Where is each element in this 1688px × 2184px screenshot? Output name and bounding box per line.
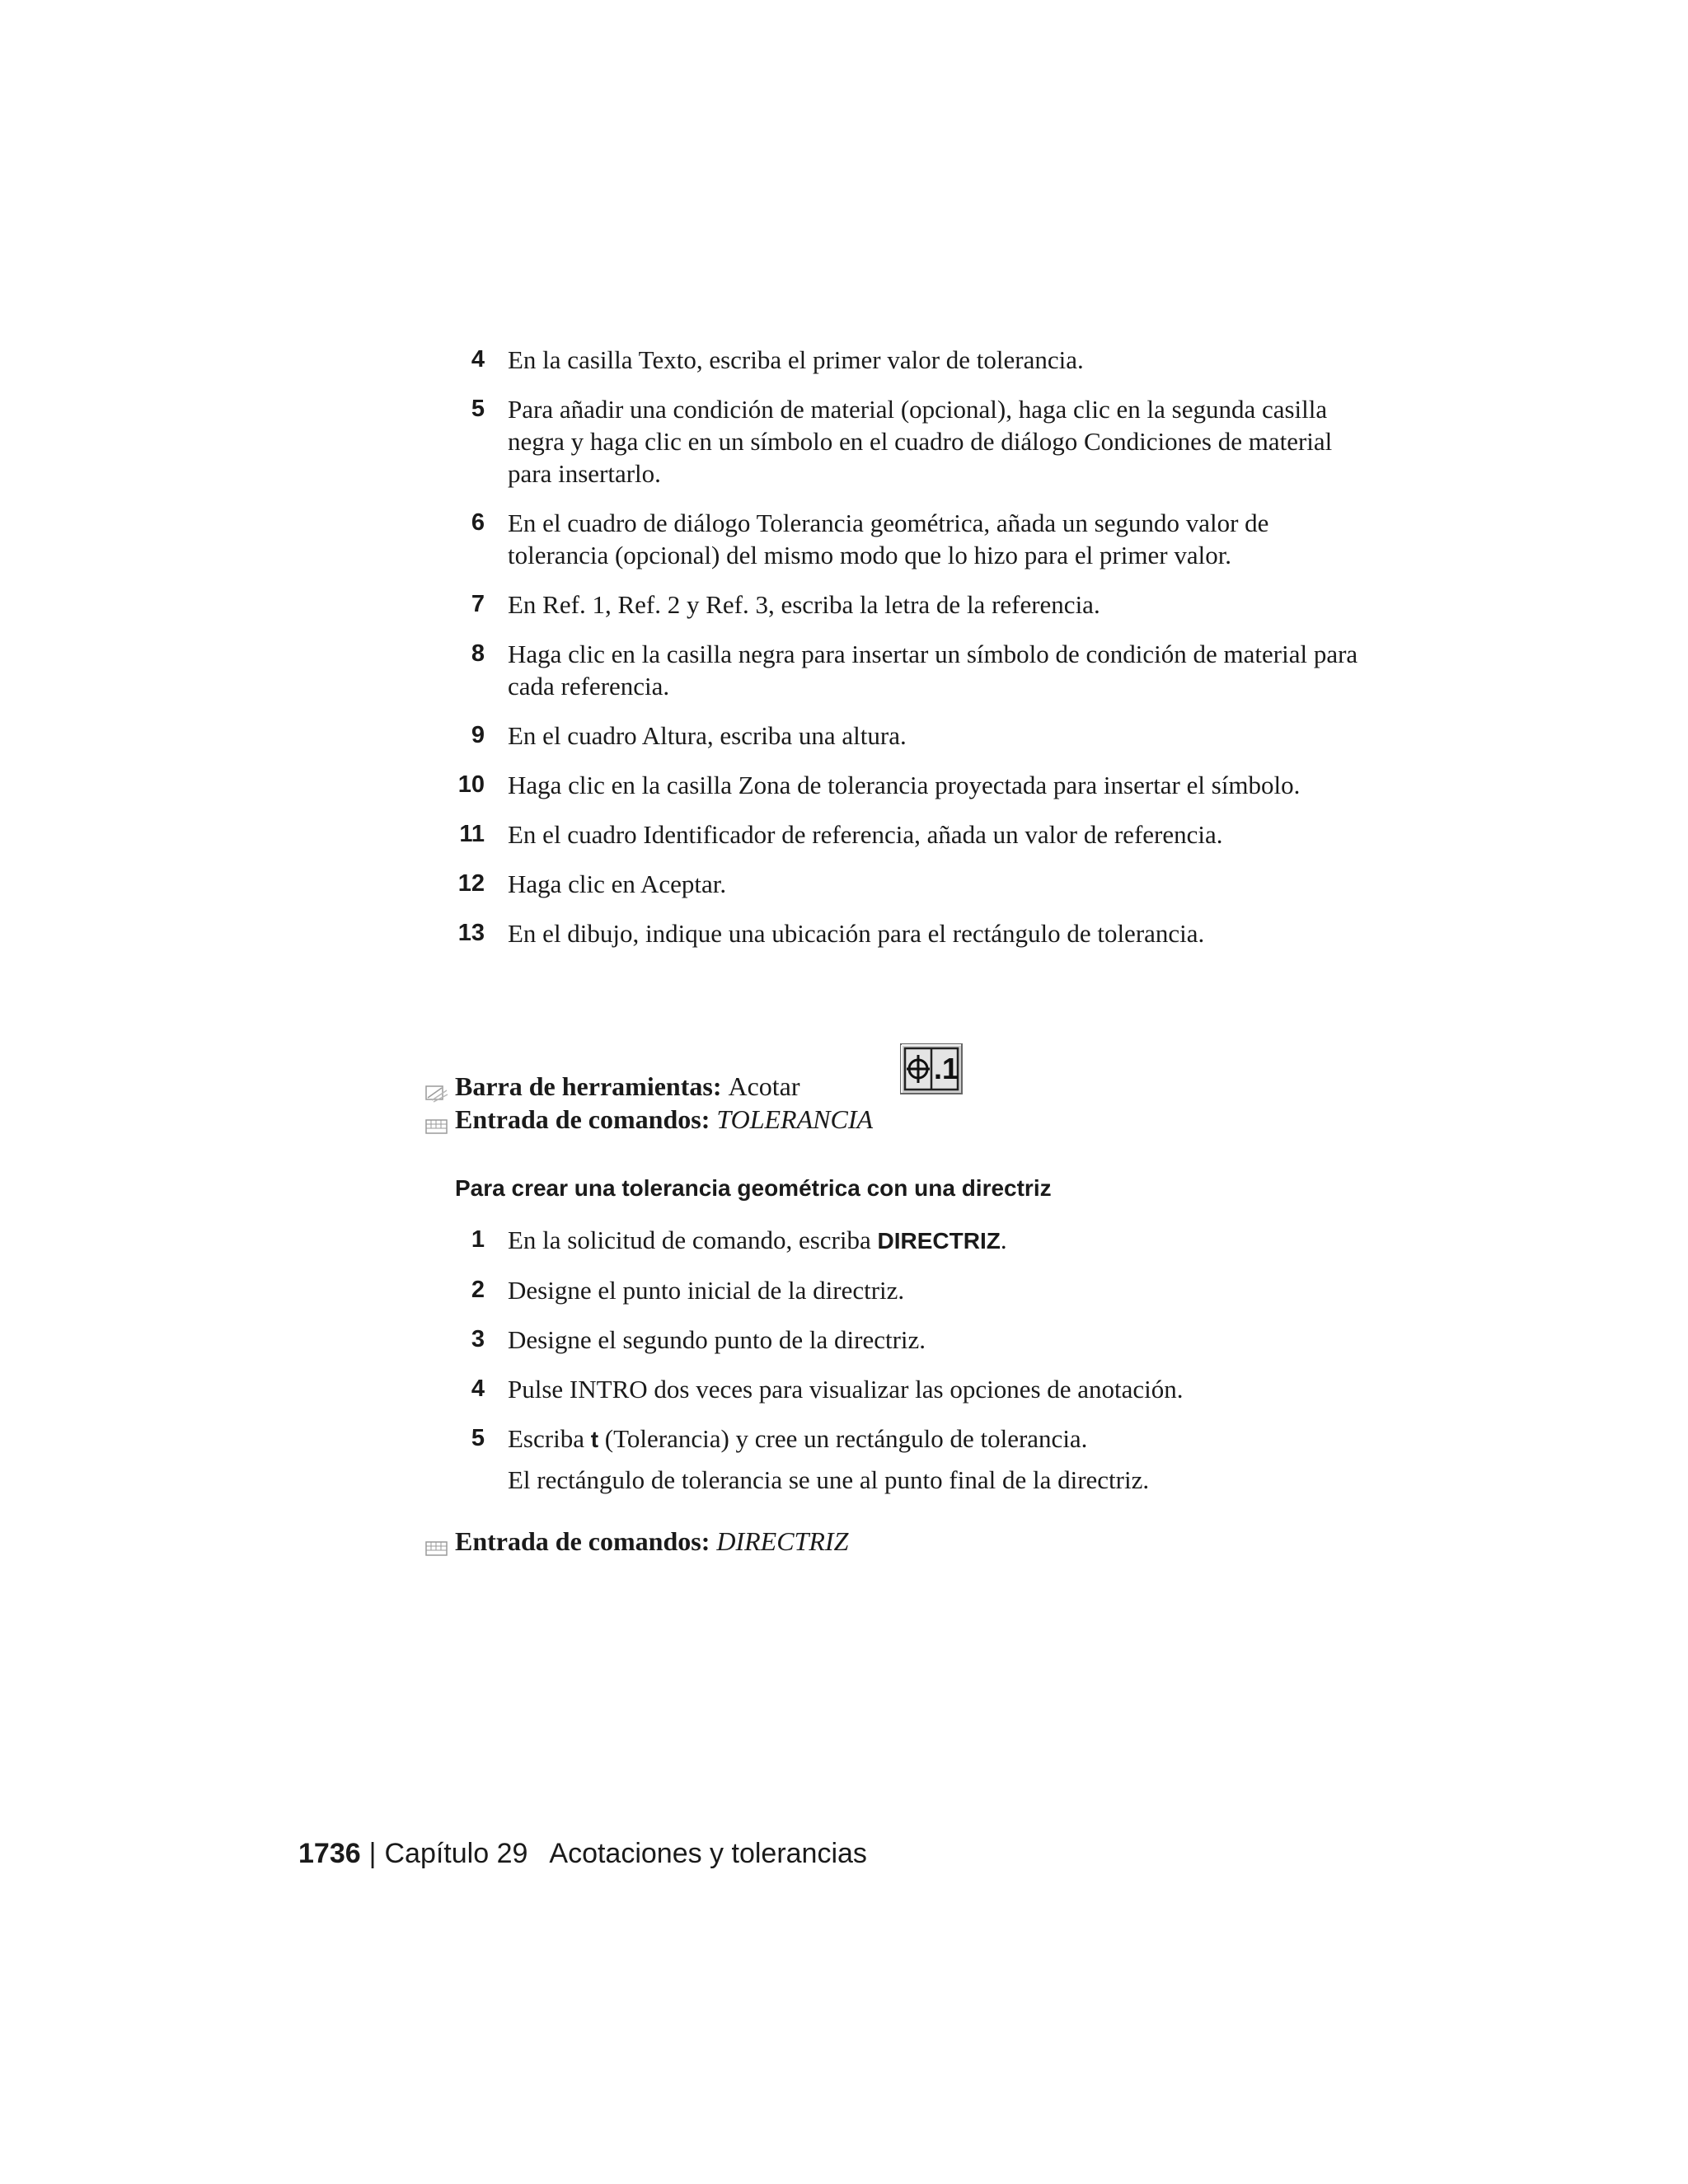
step-number: 1 xyxy=(471,1226,485,1253)
list-item xyxy=(412,1373,1368,1405)
step-number: 13 xyxy=(457,920,485,946)
list-item xyxy=(412,393,1368,490)
command-value: TOLERANCIA xyxy=(716,1104,874,1134)
step-number: 12 xyxy=(457,870,485,897)
command-label: Entrada de comandos: xyxy=(455,1526,710,1556)
step-number: 4 xyxy=(471,346,485,373)
chapter-label: Capítulo 29 xyxy=(384,1838,528,1869)
list-item xyxy=(412,1274,1368,1306)
step-note: El rectángulo de tolerancia se une al punto final de la directriz. xyxy=(508,1465,1150,1494)
step-number: 11 xyxy=(459,821,485,847)
toolbar-icon xyxy=(425,1077,448,1095)
command-keyword: DIRECTRIZ xyxy=(877,1228,1001,1254)
list-item xyxy=(412,1324,1368,1356)
step-text: Escriba t (Tolerancia) y cree un rectángulo de tolerancia. xyxy=(508,1424,1088,1453)
chapter-title: Acotaciones y tolerancias xyxy=(549,1838,867,1869)
list-item xyxy=(412,917,1368,949)
step-text: Haga clic en la casilla negra para insertar un símbolo de condición de material para cada referencia. xyxy=(508,640,1358,701)
list-item xyxy=(412,507,1368,571)
tolerance-button-icon[interactable] xyxy=(898,1042,964,1096)
step-text: En Ref. 1, Ref. 2 y Ref. 3, escriba la letra de la referencia. xyxy=(508,590,1100,619)
step-text: Haga clic en Aceptar. xyxy=(508,869,727,898)
list-item xyxy=(412,769,1368,801)
toolbar-reference xyxy=(455,1070,800,1103)
step-number: 4 xyxy=(471,1376,485,1402)
step-text: En el cuadro Altura, escriba una altura. xyxy=(508,721,907,750)
list-item xyxy=(412,868,1368,900)
step-text: Pulse INTRO dos veces para visualizar las opciones de anotación. xyxy=(508,1375,1184,1404)
list-item xyxy=(412,818,1368,851)
list-item xyxy=(412,1422,1368,1496)
step-number: 2 xyxy=(471,1277,485,1303)
footer-separator: | xyxy=(368,1838,377,1869)
keyboard-icon xyxy=(425,1110,448,1128)
step-text: Haga clic en la casilla Zona de tolerancia proyectada para insertar el símbolo. xyxy=(508,771,1301,799)
toolbar-label: Barra de herramientas: xyxy=(455,1071,722,1101)
tool-button-text: .1 xyxy=(934,1052,959,1085)
step-text: Para añadir una condición de material (opcional), haga clic en la segunda casilla negra y haga clic en un símbolo en el cuadro de diálogo Condiciones de material para insertarlo. xyxy=(508,395,1333,488)
step-number: 8 xyxy=(471,640,485,667)
keyboard-icon xyxy=(425,1532,448,1550)
command-entry-tolerancia xyxy=(455,1103,873,1136)
step-number: 7 xyxy=(471,591,485,617)
step-text: En el cuadro Identificador de referencia, añada un valor de referencia. xyxy=(508,820,1223,849)
step-number: 10 xyxy=(457,771,485,798)
page-number: 1736 xyxy=(298,1838,361,1869)
step-number: 5 xyxy=(471,1425,485,1451)
command-entry-directriz xyxy=(455,1525,848,1558)
step-number: 6 xyxy=(471,509,485,536)
step-text: Designe el segundo punto de la directriz. xyxy=(508,1325,926,1354)
section-heading: Para crear una tolerancia geométrica con una directriz xyxy=(455,1175,1052,1201)
list-item xyxy=(412,344,1368,376)
step-number: 9 xyxy=(471,722,485,748)
command-keyword: t xyxy=(590,1427,599,1452)
step-text: Designe el punto inicial de la directriz. xyxy=(508,1276,905,1305)
toolbar-value: Acotar xyxy=(728,1071,800,1101)
step-text: En la solicitud de comando, escriba DIRECTRIZ. xyxy=(508,1226,1007,1254)
step-text: En el dibujo, indique una ubicación para el rectángulo de tolerancia. xyxy=(508,919,1205,948)
list-item xyxy=(412,1224,1368,1257)
page-footer xyxy=(298,1836,867,1871)
list-item xyxy=(412,719,1368,752)
steps-list-bottom xyxy=(412,1224,1368,1513)
steps-list-top xyxy=(412,344,1368,967)
command-value: DIRECTRIZ xyxy=(716,1526,849,1556)
step-text: En el cuadro de diálogo Tolerancia geométrica, añada un segundo valor de tolerancia (opcional) del mismo modo que lo hizo para el primer valor. xyxy=(508,509,1269,569)
step-text: En la casilla Texto, escriba el primer valor de tolerancia. xyxy=(508,345,1084,374)
step-number: 5 xyxy=(471,396,485,422)
list-item xyxy=(412,638,1368,702)
list-item xyxy=(412,588,1368,621)
step-number: 3 xyxy=(471,1326,485,1352)
command-label: Entrada de comandos: xyxy=(455,1104,710,1134)
